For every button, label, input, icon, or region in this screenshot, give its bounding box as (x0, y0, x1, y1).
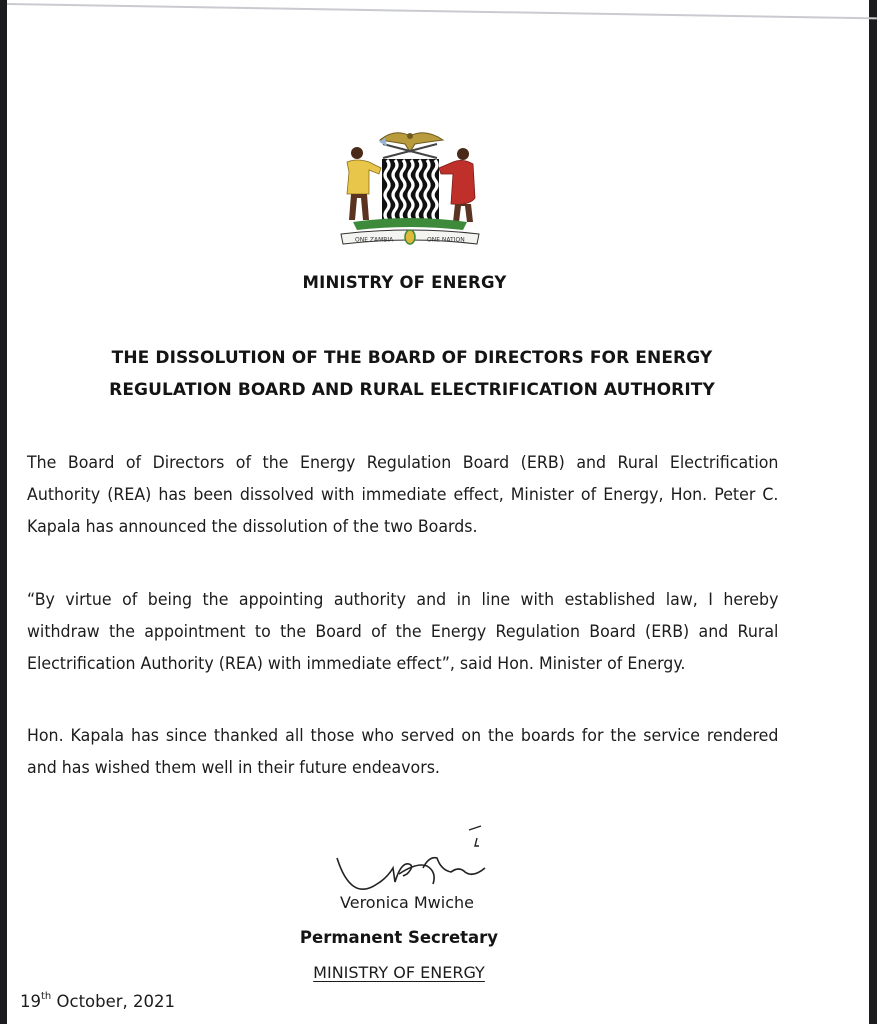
paragraph-thanks: Hon. Kapala has since thanked all those who served on the boards for the service rendered and has wished them well in their future endeavors. (27, 726, 779, 778)
press-release-headline (87, 342, 737, 406)
svg-text:ONE ZAMBIA: ONE ZAMBIA (355, 236, 394, 244)
paragraph-dissolution-announcement: The Board of Directors of the Energy Regulation Board (ERB) and Rural Electrification Authority (REA) has been dissolved with immediate effect, Minister of Energy, Hon. Peter C. Kapala has announced the dissolution of the two Boards. (27, 453, 779, 537)
svg-text:ONE NATION: ONE NATION (427, 236, 465, 244)
signatory-organization: MINISTRY OF ENERGY (313, 963, 485, 982)
headline-line-2: REGULATION BOARD AND RURAL ELECTRIFICATION AUTHORITY (109, 380, 715, 400)
headline-line-1: THE DISSOLUTION OF THE BOARD OF DIRECTORS FOR ENERGY (111, 348, 713, 368)
document-page (7, 0, 869, 1024)
paragraph-minister-quote: “By virtue of being the appointing authority and in line with established law, I hereby withdraw the appointment to the Board of the Energy Regulation Board (ERB) and Rural Electrification Authority (REA) with immediate effect”, said Hon. Minister of Energy. (27, 590, 779, 674)
handwritten-signature-icon (329, 822, 509, 902)
signatory-name: Veronica Mwiche (340, 893, 474, 912)
signatory-title: Permanent Secretary (299, 928, 499, 947)
coat-of-arms-icon (335, 122, 485, 254)
ministry-heading: MINISTRY OF ENERGY (302, 273, 507, 292)
document-date: 19th October, 2021 (20, 990, 176, 1011)
page-edge-line (7, 3, 877, 19)
